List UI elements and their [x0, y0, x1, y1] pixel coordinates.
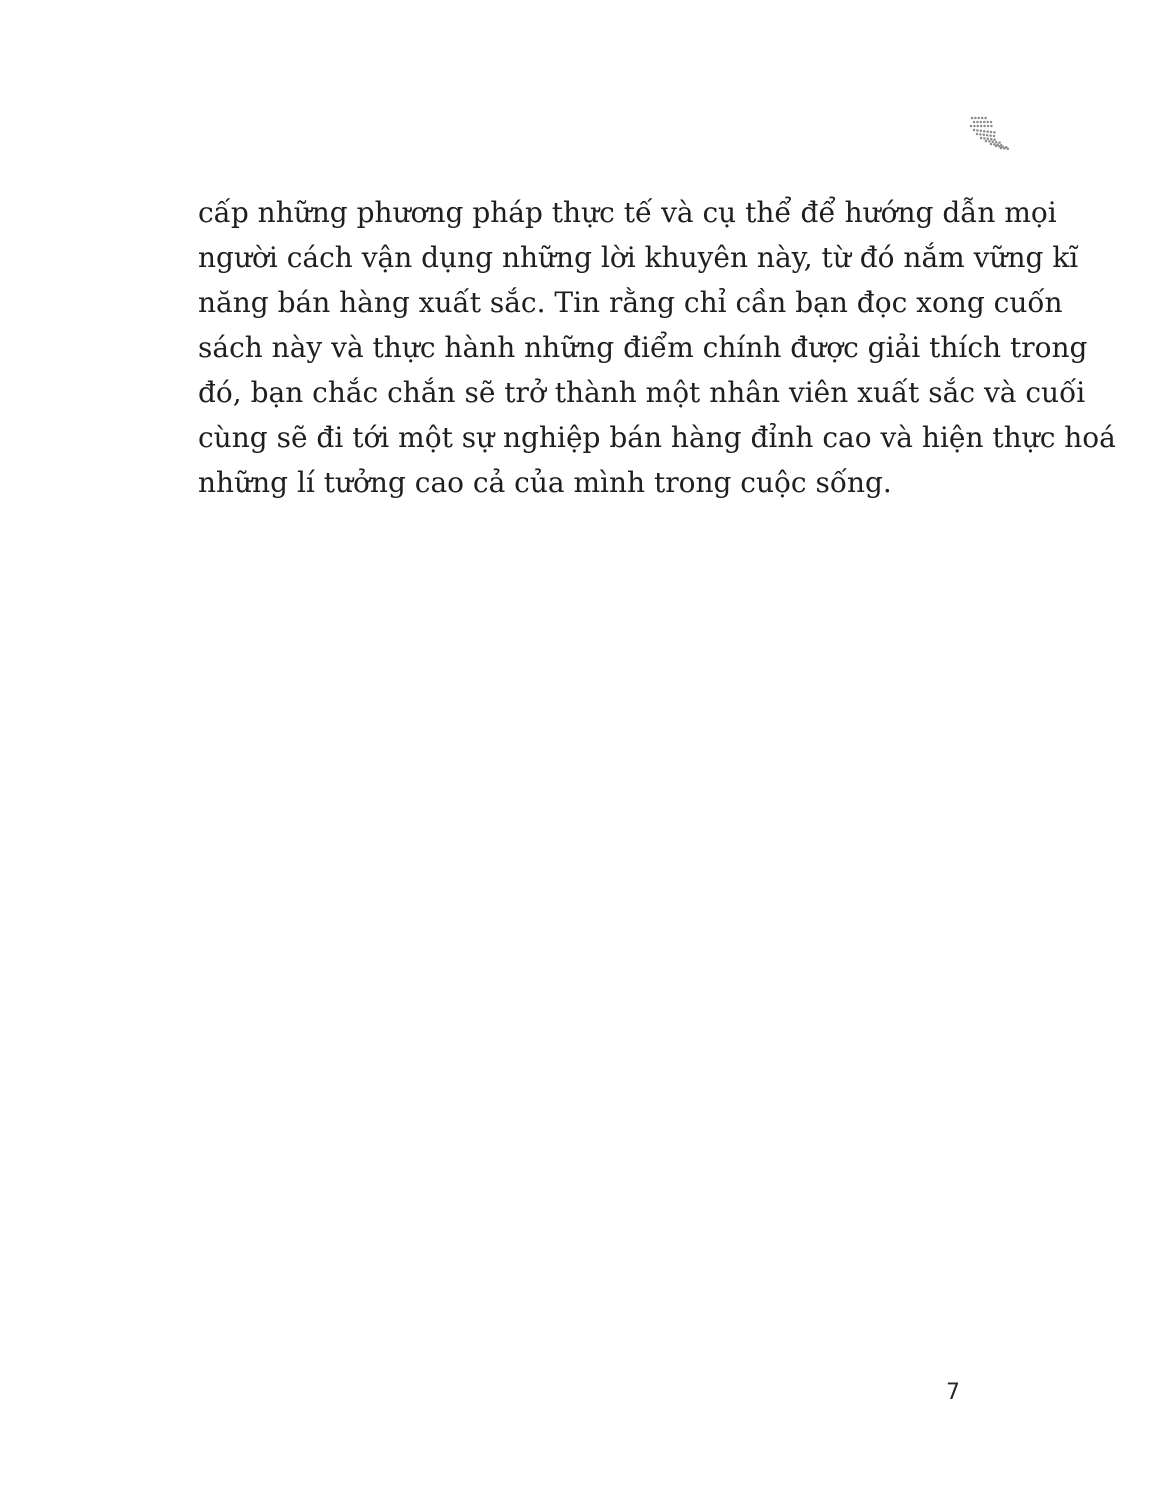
text-line: những lí tưởng cao cả của mình trong cuộc sống. [198, 466, 892, 499]
page-number: 7 [946, 1380, 960, 1405]
text-line: cùng sẽ đi tới một sự nghiệp bán hàng đỉnh cao và hiện thực hoá [198, 421, 1116, 454]
text-line: sách này và thực hành những điểm chính được giải thích trong [198, 331, 1088, 364]
text-line: cấp những phương pháp thực tế và cụ thể để hướng dẫn mọi [198, 196, 1057, 229]
text-line: đó, bạn chắc chắn sẽ trở thành một nhân viên xuất sắc và cuối [198, 376, 1086, 409]
text-line: người cách vận dụng những lời khuyên này, từ đó nắm vững kĩ [198, 241, 1079, 274]
dotted-arrow-icon [962, 112, 1022, 160]
body-paragraph [198, 190, 1116, 505]
text-line: năng bán hàng xuất sắc. Tin rằng chỉ cần bạn đọc xong cuốn [198, 286, 1063, 319]
